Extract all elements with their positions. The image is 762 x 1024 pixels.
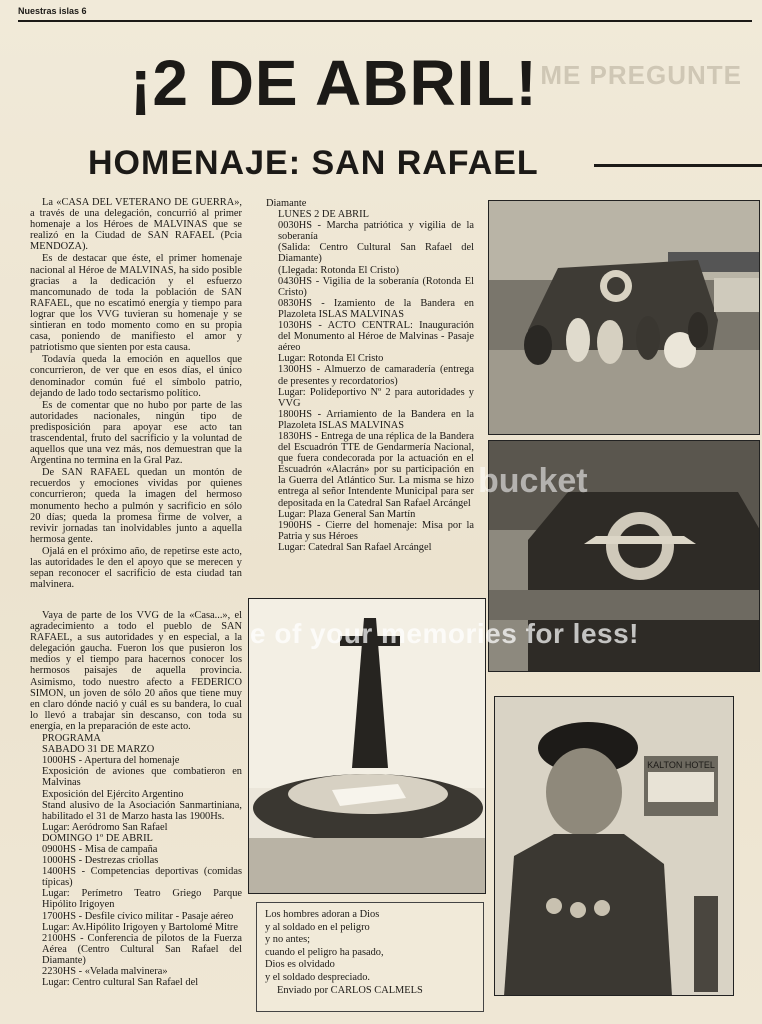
poem-line: cuando el peligro ha pasado,: [265, 946, 384, 958]
watermark-brand: bucket: [478, 462, 588, 500]
program-line: (Llegada: Rotonda El Cristo): [278, 264, 399, 276]
program-line: DOMINGO 1º DE ABRIL: [42, 832, 153, 844]
article-paragraph: La «CASA DEL VETERANO DE GUERRA», a través de una delegación, concurrió al primer homenaje a los Héroes de MALVINAS que se realizó en la Ciudad de SAN RAFAEL (Pcia MENDOZA).: [30, 197, 242, 253]
program-line: Exposición del Ejército Argentino: [42, 788, 184, 800]
publication-label: Nuestras islas 6: [18, 6, 87, 16]
subheadline: HOMENAJE: SAN RAFAEL: [88, 144, 539, 182]
sign-text: KALTON HOTEL: [647, 760, 715, 770]
program-line: 2100HS - Conferencia de pilotos de la Fuerza Aérea (Centro Cultural San Rafael del Diamante): [42, 932, 242, 966]
program-line: LUNES 2 DE ABRIL: [278, 209, 369, 221]
subheadline-rule: [594, 164, 762, 167]
poem-line: Los hombres adoran a Dios: [265, 909, 380, 920]
program-column-2: [266, 198, 474, 553]
program-line: 1030HS - ACTO CENTRAL: Inauguración del Monumento al Héroe de Malvinas - Pasaje aéreo: [278, 320, 474, 354]
program-line: Lugar: Aeródromo San Rafael: [42, 821, 168, 833]
program-line: 1900HS - Cierre del homenaje: Misa por la Patria y sus Héroes: [278, 519, 474, 542]
header-rule: [18, 20, 752, 22]
article-column-1: [30, 197, 242, 591]
photo-soldier: [494, 696, 734, 996]
program-line: 1700HS - Desfile cívico militar - Pasaje aéreo: [42, 910, 234, 922]
poem-line: y el soldado despreciado.: [265, 971, 371, 983]
program-line: (Salida: Centro Cultural San Rafael del Diamante): [278, 242, 474, 265]
program-line: Lugar: Plaza General San Martín: [278, 508, 416, 520]
program-column-1: [30, 610, 242, 988]
article-paragraph: De SAN RAFAEL quedan un montón de recuerdos y emociones vividas por quienes concurrieron; queda la imagen del hermoso monumento hecho a pulmón y sacrificio en sólo 20 días; queda la promesa firme de volver, a revivir jornadas tan inolvidables junto a aquella hermosa gente.: [30, 467, 242, 545]
watermark-slogan: e of your memories for less!: [250, 618, 640, 649]
poem-line: y al soldado en el peligro: [265, 921, 370, 933]
program-line: Lugar: Perímetro Teatro Griego Parque Hipólito Irigoyen: [42, 888, 242, 911]
photo-veterans-group: [488, 200, 760, 435]
program-line: 1300HS - Almuerzo de camaradería (entrega de presentes y recordatorios): [278, 364, 474, 387]
program-line: 2230HS - «Velada malvinera»: [42, 966, 168, 977]
bleed-through-heading: ME PREGUNTE: [540, 60, 742, 90]
program-line: 1800HS - Arriamiento de la Bandera en la Plazoleta ISLAS MALVINAS: [278, 408, 474, 431]
article-paragraph: Es de destacar que éste, el primer homenaje nacional al Héroe de MALVINAS, ha sido posible gracias a la dedicación y el esfuerzo mancomunado de toda la población de SAN RAFAEL, que no escatimó energía y tiempo para lograr que los VVG tuvieran su homenaje y se sintieran en todo momento como en su propia casa, poniendo de manifiesto el amor y patriotismo que sienten por esta causa.: [30, 253, 242, 354]
program-line: 0900HS - Misa de campaña: [42, 843, 158, 855]
program-line: Diamante: [266, 198, 307, 209]
article-paragraph: Todavía queda la emoción en aquellos que concurrieron, de ver que en esos días, el único denominador común fué el símbolo patrio, dejando de lado todo sectarismo político.: [30, 354, 242, 399]
poem-line: y no antes;: [265, 934, 311, 946]
poem-credit: Enviado por CARLOS CALMELS: [277, 984, 423, 996]
program-line: 1000HS - Apertura del homenaje: [42, 755, 180, 767]
article-paragraph: Ojalá en el próximo año, de repetirse este acto, las autoridades le den el apoyo que se merecen y sepan reconocer el sacrificio de esta ciudad tan malvinera.: [30, 545, 242, 591]
program-line: Lugar: Rotonda El Cristo: [278, 353, 384, 365]
program-line: Lugar: Centro cultural San Rafael del: [42, 977, 199, 989]
headline: ¡2 DE ABRIL!: [130, 47, 538, 119]
program-line: Exposición de aviones que combatieron en Malvinas: [42, 766, 242, 789]
photo-veterans-group-image: [488, 200, 760, 435]
article-paragraph: Vaya de parte de los VVG de la «Casa...», el agradecimiento a todo el pueblo de SAN RAFAEL, a sus autoridades y en especial, a la delegación gaucha. Fueron los que pusieron los medios y el tiempo para hacernos conocer los hermosos paisajes de aquella provincia. Asimismo, todo nuestro afecto a FEDERICO SIMON, un joven de sólo 20 años que tiene muy en claro dónde nació y cuál es su bandera, lo cual lo llevó a trabajar sin descanso, con toda su energía, en la preparación de este acto.: [30, 610, 242, 732]
program-line: 1400HS - Competencias deportivas (comidas típicas): [42, 866, 242, 889]
program-line: SABADO 31 DE MARZO: [42, 744, 155, 756]
program-line: Lugar: Catedral San Rafael Arcángel: [278, 541, 432, 553]
poem-line: Dios es olvidado: [265, 959, 335, 971]
program-line: PROGRAMA: [42, 733, 101, 745]
program-line: Stand alusivo de la Asociación Sanmartiniana, habilitado el 31 de Marzo hasta las 1900Hs.: [42, 799, 242, 822]
program-line: 0430HS - Vigilia de la soberanía (Rotonda El Cristo): [278, 275, 474, 298]
article-paragraph: Es de comentar que no hubo por parte de las autoridades nacionales, ningún tipo de predisposición para apoyar ese acto tan trascendental, fruto del sacrificio y la voluntad de aquellos que una vez más, nos demuestran que la Argentina no termina en la Gral Paz.: [30, 399, 242, 467]
program-line: 1830HS - Entrega de una réplica de la Bandera del Escuadrón TTE de Gendarmería Nacional, que fuera condecorada por la actuación en el Escuadrón «Alacrán» por su participación en la Guerra del Atlántico Sur. La misma se hizo entrega al señor Intendente Municipal para ser depositada en la Catedral San Rafael Arcángel: [278, 430, 474, 509]
program-line: Lugar: Av.Hipólito Irigoyen y Bartolomé Mitre: [42, 921, 238, 933]
program-line: 0030HS - Marcha patriótica y vigilia de la soberanía: [278, 220, 474, 243]
program-line: 0830HS - Izamiento de la Bandera en Plazoleta ISLAS MALVINAS: [278, 297, 474, 320]
poem-box: [256, 902, 484, 1012]
photo-soldier-image: [494, 696, 734, 996]
program-line: Lugar: Polideportivo Nº 2 para autoridades y VVG: [278, 386, 474, 409]
program-line: 1000HS - Destrezas criollas: [42, 855, 159, 867]
